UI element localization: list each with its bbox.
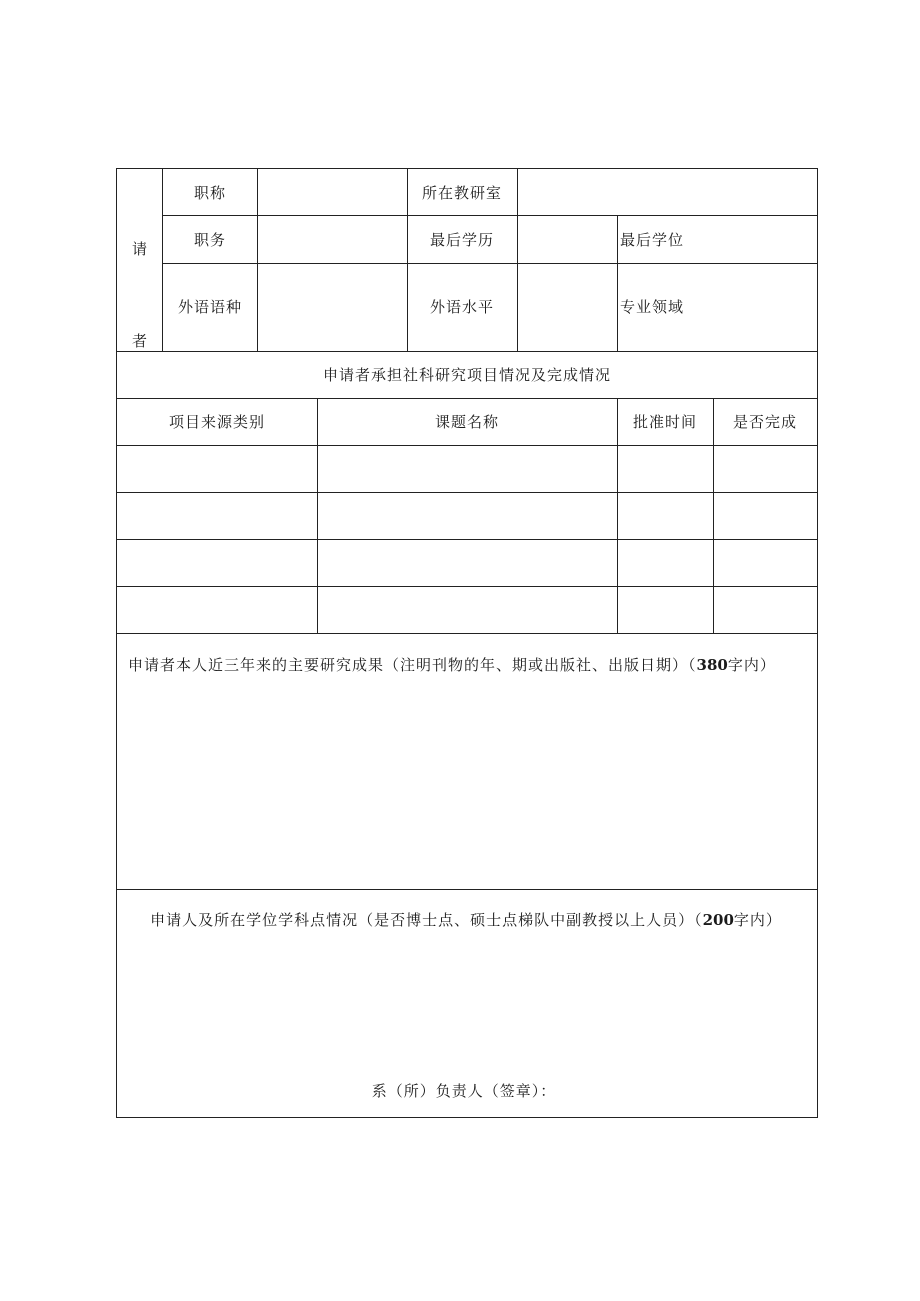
achievements-prompt: 申请者本人近三年来的主要研究成果（注明刊物的年、期或出版社、出版日期）（380字内） <box>128 656 776 674</box>
column-header-completed: 是否完成 <box>732 413 798 431</box>
achievements-word-limit: 380 <box>696 656 728 674</box>
discipline-word-limit: 200 <box>702 911 734 929</box>
foreign-language-level-value-cell[interactable] <box>518 264 617 351</box>
table-row[interactable] <box>117 493 817 539</box>
applicant-side-divider <box>162 168 163 351</box>
table-right-border <box>817 168 818 1118</box>
foreign-language-level-label: 外语水平 <box>429 298 495 316</box>
applicant-side-label-top: 请 <box>132 240 149 258</box>
column-header-approval-date: 批准时间 <box>632 413 698 431</box>
discipline-prompt: 申请人及所在学位学科点情况（是否博士点、硕士点梯队中副教授以上人员）（200字内） <box>150 911 782 929</box>
applicant-side-label-bottom: 者 <box>132 332 149 350</box>
last-education-value-cell[interactable] <box>518 216 617 263</box>
table-row[interactable] <box>117 587 817 633</box>
applicant-col-divider-2 <box>407 168 408 351</box>
last-education-label: 最后学历 <box>429 231 495 249</box>
column-header-source: 项目来源类别 <box>168 413 266 431</box>
achievements-text-area[interactable] <box>117 682 817 888</box>
title-value-cell[interactable] <box>258 169 407 215</box>
position-value-cell[interactable] <box>258 216 407 263</box>
department-value-cell[interactable] <box>518 169 817 215</box>
applicant-col-divider-4 <box>617 215 618 351</box>
foreign-language-label: 外语语种 <box>177 298 243 316</box>
table-row[interactable] <box>117 540 817 586</box>
projects-table-bottom <box>116 633 818 634</box>
applicant-block-bottom <box>116 351 818 352</box>
projects-section-title: 申请者承担社科研究项目情况及完成情况 <box>322 366 612 384</box>
column-header-topic: 课题名称 <box>434 413 500 431</box>
foreign-language-value-cell[interactable] <box>258 264 407 351</box>
last-degree-label: 最后学位 <box>620 231 685 249</box>
discipline-text-area[interactable] <box>117 936 817 1070</box>
department-head-signature-label: 系（所）负责人（签章）： <box>371 1082 557 1100</box>
table-row[interactable] <box>117 446 817 492</box>
position-label: 职务 <box>193 231 227 249</box>
title-label: 职称 <box>193 184 227 202</box>
department-label: 所在教研室 <box>421 184 503 202</box>
achievements-section-bottom <box>116 889 818 890</box>
specialty-label: 专业领域 <box>620 298 685 316</box>
table-bottom-border <box>116 1117 818 1118</box>
